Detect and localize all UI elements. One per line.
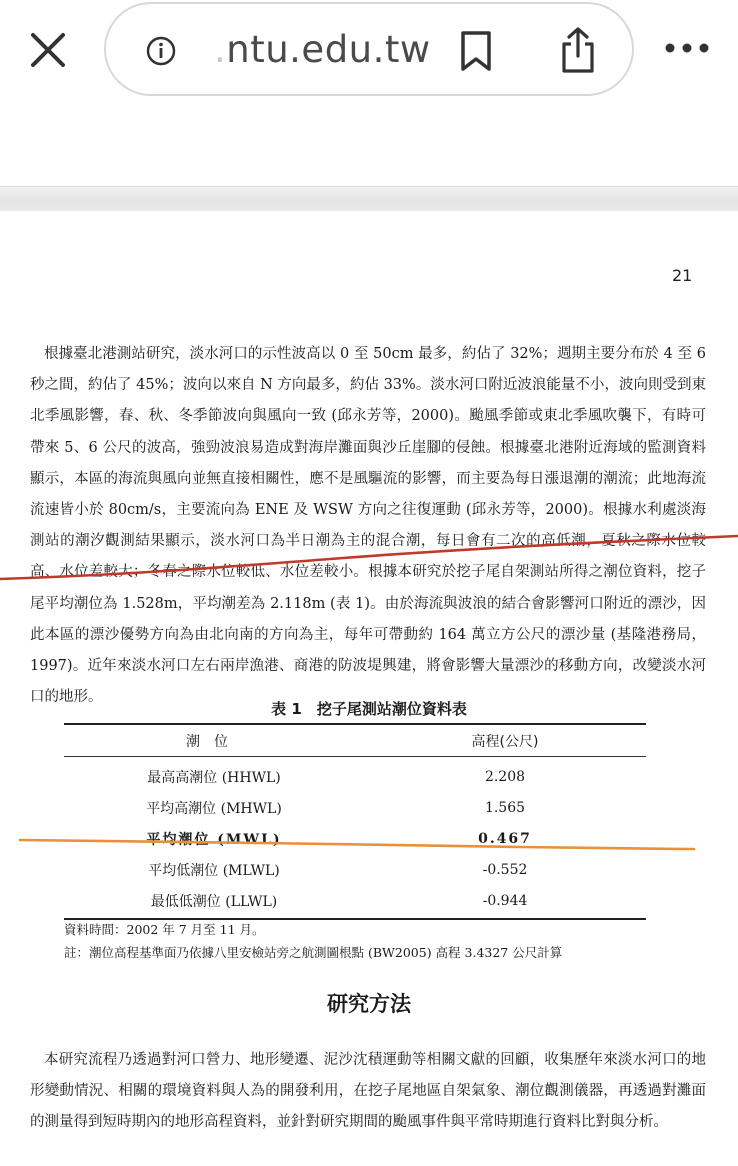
share-icon[interactable] [558,26,598,74]
row-value: 0.467 [478,830,532,847]
body-paragraph-1: 根據臺北港測站研究，淡水河口的示性波高以 0 至 50cm 最多，約佔了 32%；週期主要分布於 4 至 6 秒之間，約佔了 45%；波向以來自 N 方向最多，約佔 33%。淡水河口附近波浪能量不小，波向則受到東北季風影響，春、秋、冬季節波向與風向一致 (邱永芳等，2000)。颱風季節或東北季風吹襲下，有時可帶來 5、6 公尺的波高，強勁波浪易造成對海岸灘面與沙丘崖腳的侵蝕。根據臺北港附近海域的監測資料顯示，本區的海流與風向並無直接相關性，應不是風驅流的影響，而主要為每日漲退潮的潮流；此地海流流速皆小於 80cm/s，主要流向為 ENE 及 WSW 方向之往復運動 (邱永芳等，2000)。根據水利處淡海測站的潮汐觀測結果顯示，淡水河口為半日潮為主的混合潮，每日會有二次的高低潮，夏秋之際水位較高、水位差較大；冬春之際水位較低、水位差較小。根據本研究於挖子尾自架測站所得之潮位資料，挖子尾平均潮位為 1.528m，平均潮差為 2.118m (表 1)。由於海流與波浪的結合會影響河口附近的漂沙，因此本區的漂沙優勢方向為由北向南的方向為主，每年可帶動約 164 萬立方公尺的漂沙量 (基隆港務局，1997)。近年來淡水河口左右兩岸漁港、商港的防波堤興建，將會影響大量漂沙的移動方向，改變淡水河口的地形。 [30,346,706,706]
row-value: -0.944 [482,892,528,909]
row-label: 最高高潮位 (HHWL) [147,769,281,786]
table-row [64,854,646,885]
row-label: 平均高潮位 (MHWL) [146,800,282,817]
table-caption: 表 1 挖子尾測站潮位資料表 [271,700,467,718]
section-heading: 研究方法 [327,992,411,1016]
row-label: 平均潮位 (MWL) [146,831,282,848]
page-separator [0,186,738,211]
more-options-icon[interactable] [664,40,710,54]
close-icon[interactable] [30,32,66,68]
table-row-highlighted [64,823,646,854]
table-header-row [64,725,646,756]
table-note-time: 資料時間：2002 年 7 月至 11 月。 [64,922,265,937]
page-number: 21 [672,266,693,285]
row-label: 最低低潮位 (LLWL) [150,893,278,910]
tide-data-table [64,723,646,920]
table-row [64,885,646,916]
info-icon[interactable] [146,36,176,66]
row-value: -0.552 [482,861,528,878]
header-elevation: 高程(公尺) [471,733,539,750]
body-paragraph-2: 本研究流程乃透過對河口營力、地形變遷、泥沙沈積運動等相關文獻的回顧，收集歷年來淡水河口的地形變動情況、相關的環境資料與人為的開發利用，在挖子尾地區自架氣象、潮位觀測儀器，再透過對灘面的測量得到短時期內的地形高程資料，並針對研究期間的颱風事件與平常時期進行資料比對與分析。 [30,1052,706,1131]
url-domain: ntu.edu.tw [226,28,431,71]
row-value: 2.208 [484,768,526,785]
url-faded-prefix: . [214,28,227,71]
table-row [64,761,646,792]
url-text[interactable] [214,28,431,71]
header-tide-level: 潮位 [186,733,242,750]
address-bar[interactable] [104,2,634,96]
bookmark-icon[interactable] [458,30,494,72]
table-note-datum: 註：潮位高程基準面乃依據八里安檢站旁之航測圖根點 (BW2005) 高程 3.4327 公尺計算 [64,945,563,960]
table-row [64,792,646,823]
row-value: 1.565 [484,799,526,816]
row-label: 平均低潮位 (MLWL) [148,862,280,879]
browser-toolbar [0,0,738,120]
